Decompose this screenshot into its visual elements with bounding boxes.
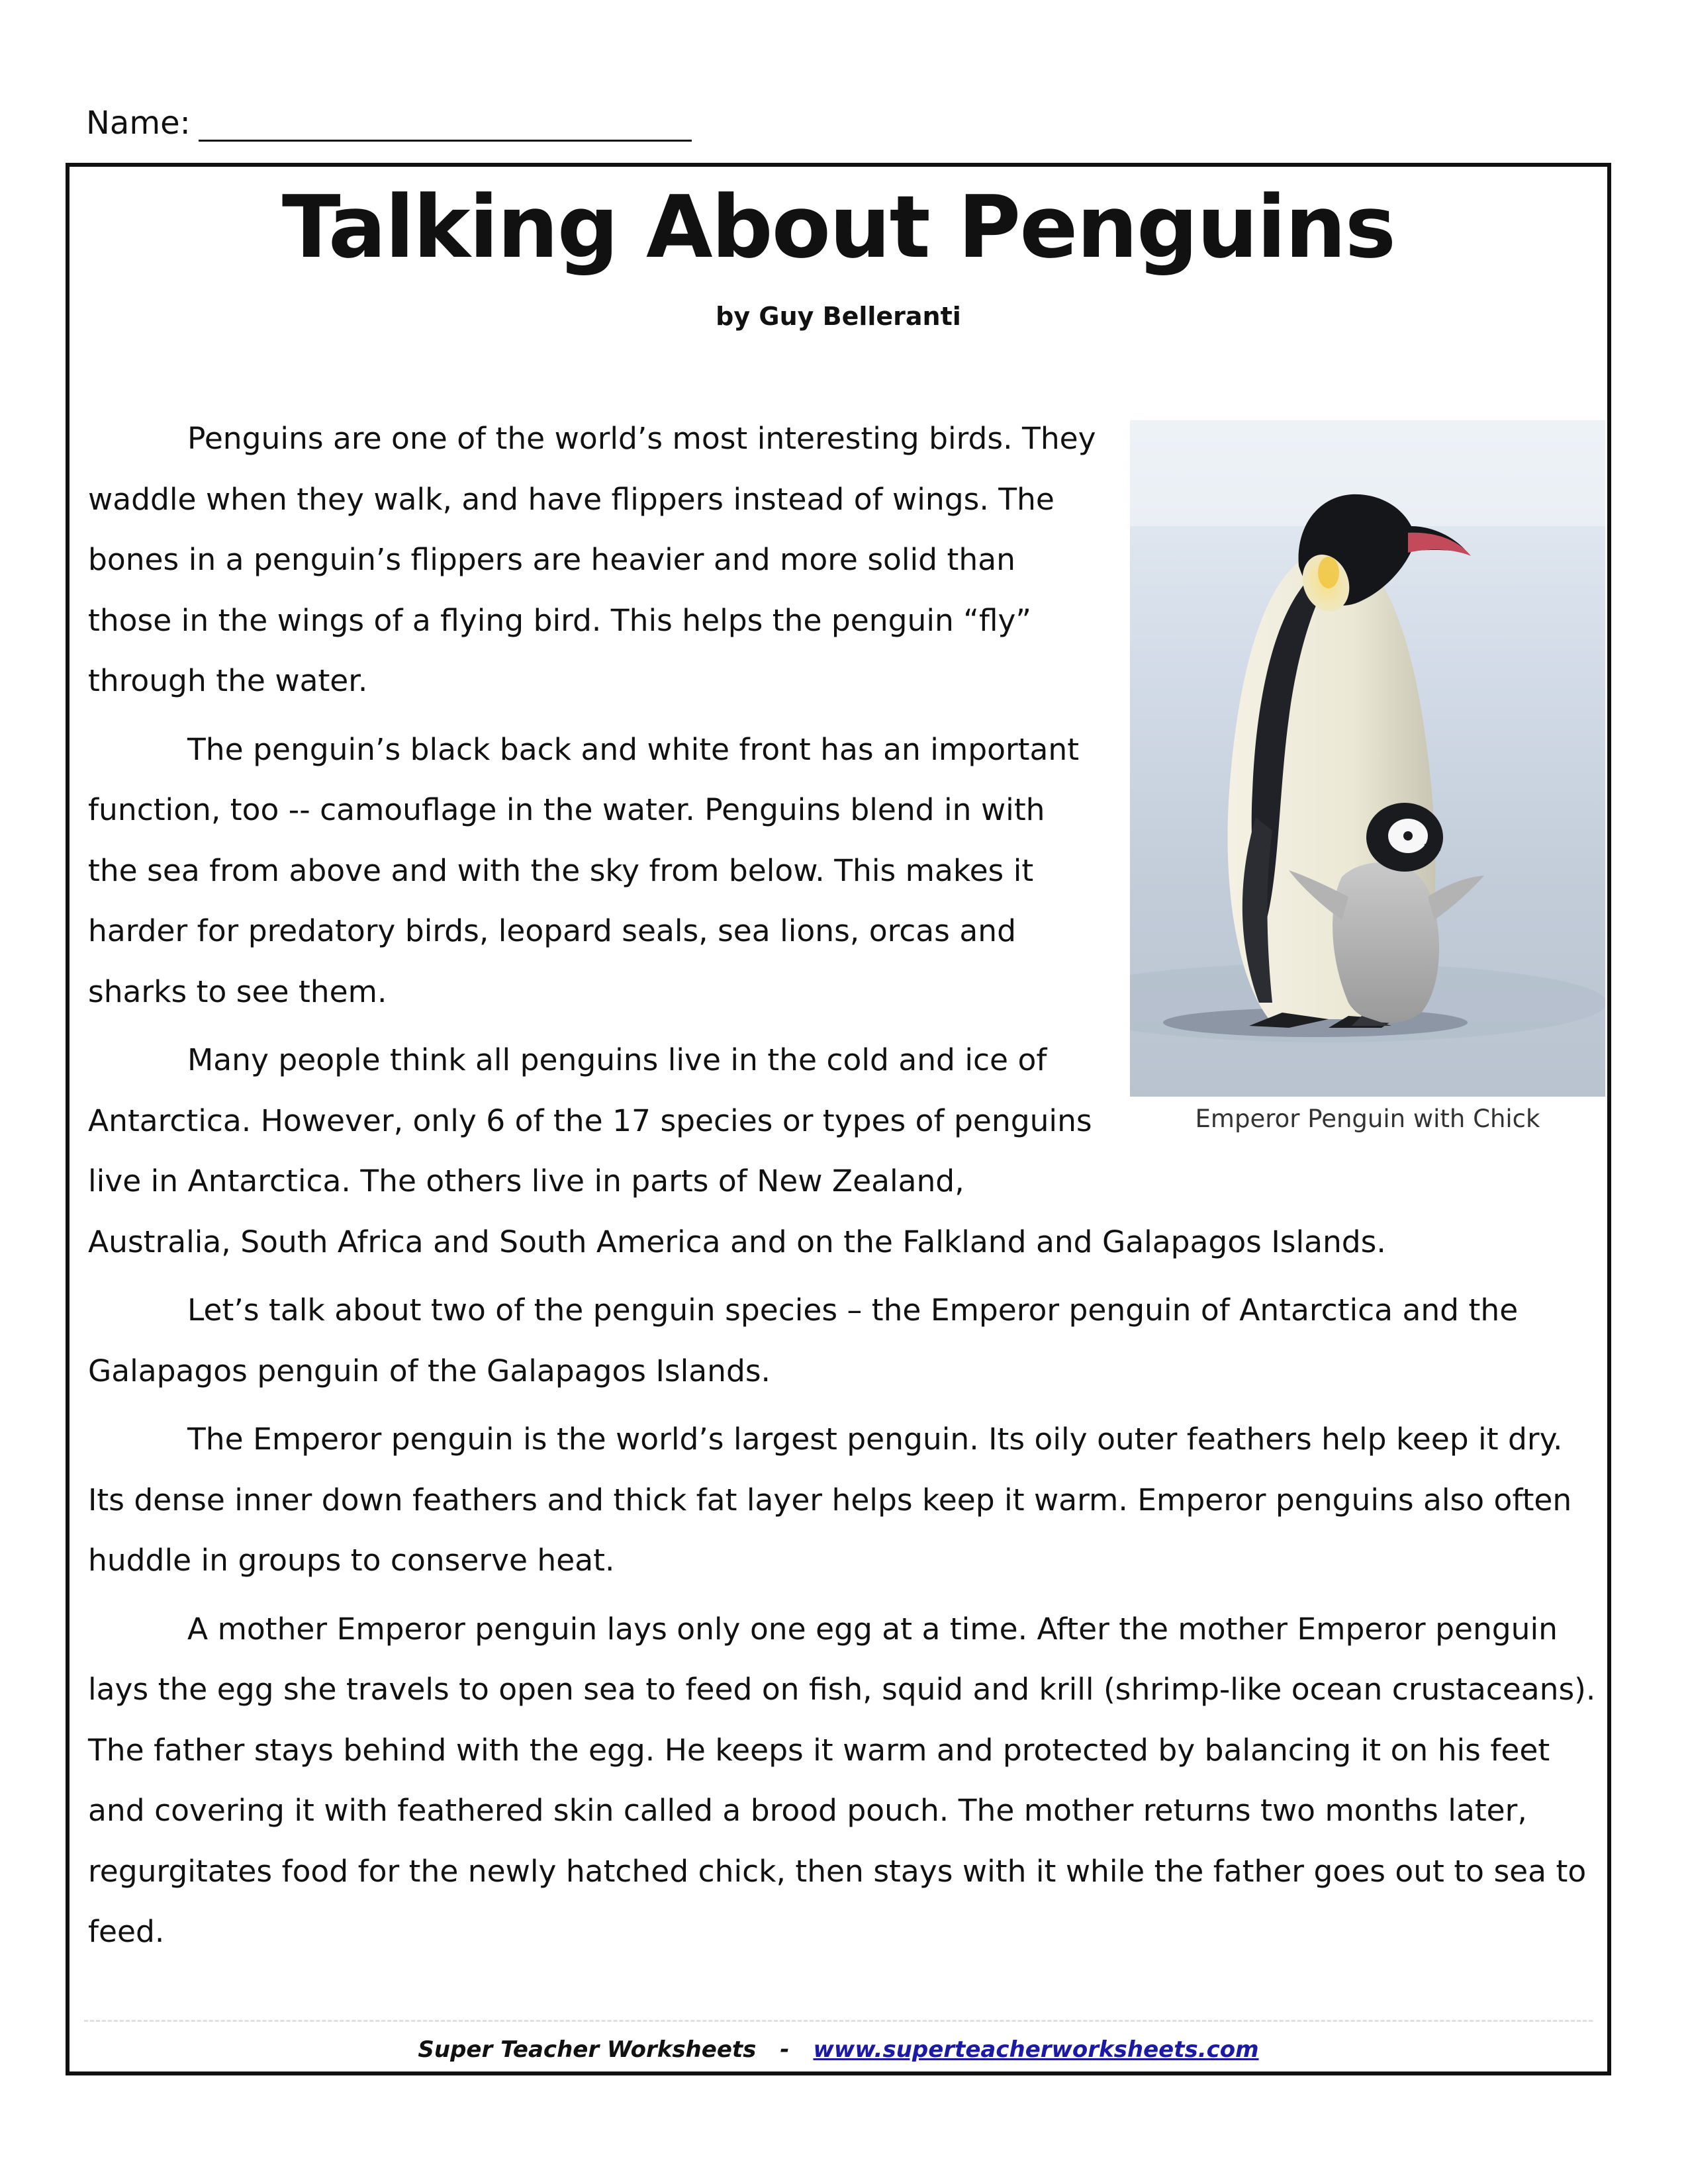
paragraph-3: Many people think all penguins live in the cold and ice of Antarctica. However, only 6 of the 17 species or types of penguins live in Antarctica. The others live in parts of New Zealand, Australia, South Africa and South America and on the Falkland and Galapagos Islands.: [88, 1042, 1386, 1259]
paragraph-4: Let’s talk about two of the penguin species – the Emperor penguin of Antarctica and the Galapagos penguin of the Galapagos Islands.: [88, 1293, 1519, 1388]
worksheet-frame: [66, 163, 1611, 2075]
paragraph-5: The Emperor penguin is the world’s largest penguin. Its oily outer feathers help keep it dry. Its dense inner down feathers and thick fat layer helps keep it warm. Emperor penguins also often huddle in groups to conserve heat.: [88, 1422, 1572, 1578]
name-field-row: [86, 105, 692, 142]
paragraph-6: A mother Emperor penguin lays only one egg at a time. After the mother Emperor penguin lays the egg she travels to open sea to feed on fish, squid and krill (shrimp-like ocean crustaceans). The father stays behind with the egg. He keeps it warm and protected by balancing it on his feet and covering it with feathered skin called a brood pouch. The mother returns two months later, regurgitates food for the newly hatched chick, then stays with it while the father goes out to sea to feed.: [88, 1611, 1596, 1949]
footer-divider: [84, 2020, 1593, 2022]
author-byline: by Guy Belleranti: [716, 302, 961, 331]
page-footer: [70, 2036, 1607, 2063]
name-blank-line[interactable]: [199, 111, 692, 142]
footer-publisher: Super Teacher Worksheets: [418, 2036, 757, 2063]
figure-caption: Emperor Penguin with Chick: [1195, 1105, 1540, 1133]
emperor-penguin-photo: [1130, 420, 1605, 1097]
paragraph-1: Penguins are one of the world’s most interesting birds. They waddle when they walk, and have flippers instead of wings. The bones in a penguin’s flippers are heavier and more solid than those in the wings of a flying bird. This helps the penguin “fly” through the water.: [88, 421, 1096, 698]
name-label: Name:: [86, 105, 191, 142]
penguin-figure: [1126, 420, 1609, 1155]
footer-website-link[interactable]: www.superteacherworksheets.com: [813, 2036, 1259, 2063]
article-body: [88, 408, 1604, 1970]
paragraph-2: The penguin’s black back and white front has an important function, too -- camouflage in the water. Penguins blend in with the sea from above and with the sky from below. This makes it harder for predatory birds, leopard seals, sea lions, orcas and sharks to see them.: [88, 731, 1080, 1009]
footer-separator: -: [780, 2036, 790, 2063]
page-title: Talking About Penguins: [281, 177, 1395, 277]
